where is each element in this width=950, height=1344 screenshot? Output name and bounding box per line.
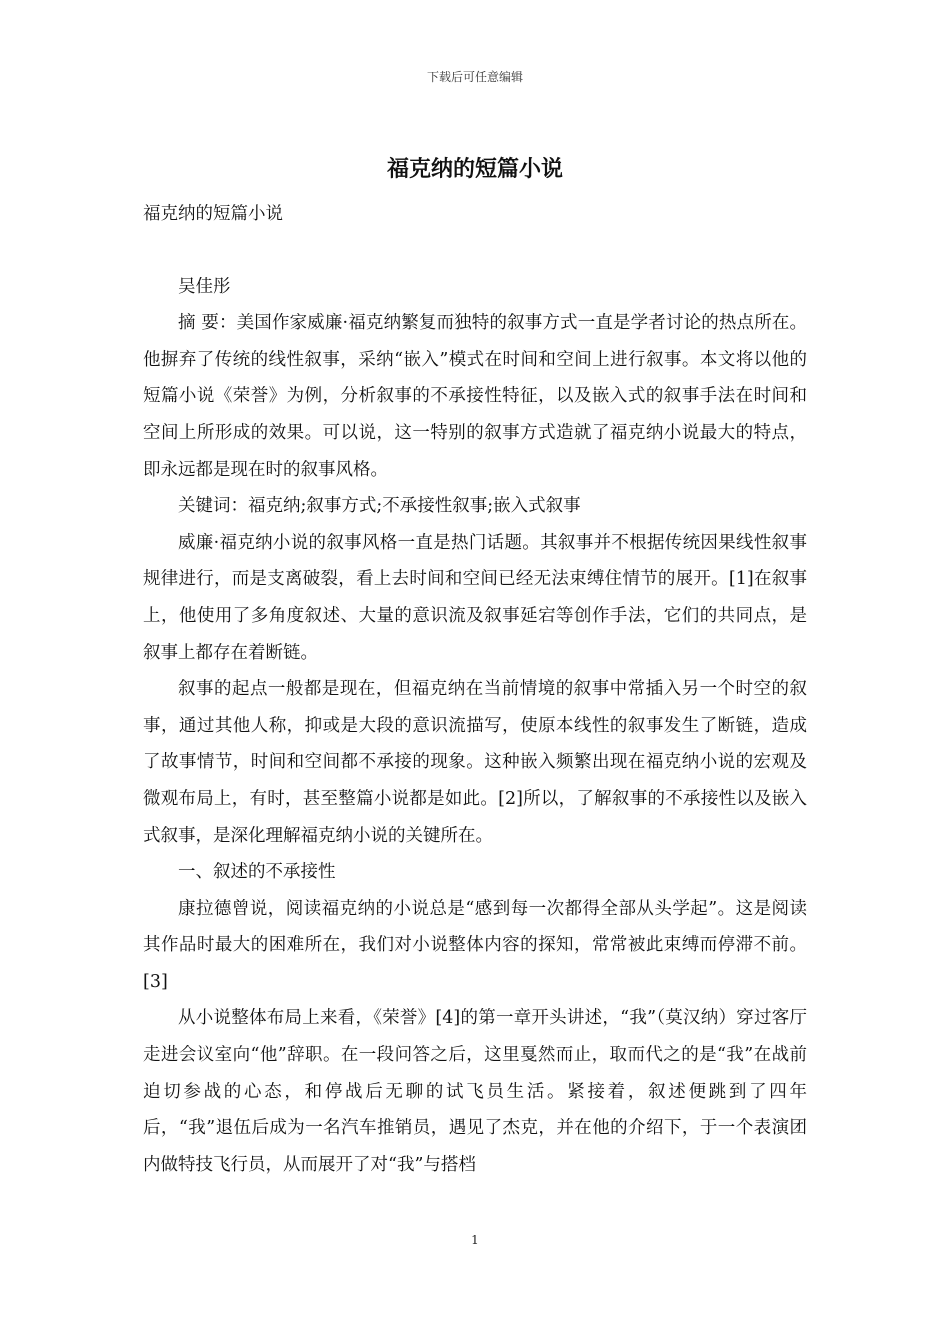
document-body (143, 196, 807, 1183)
document-subtitle: 福克纳的短篇小说 (143, 204, 283, 224)
section-paragraph: 康拉德曾说，阅读福克纳的小说总是“感到每一次都得全部从头学起”。这是阅读其作品时最大的困难所在，我们对小说整体内容的探知，常常被此束缚而停滞不前。[3] (143, 898, 807, 992)
author-name: 吴佳彤 (178, 276, 231, 297)
keywords-line: 关键词：福克纳;叙事方式;不承接性叙事;嵌入式叙事 (178, 496, 581, 517)
spacer (143, 233, 807, 269)
body-paragraph: 威廉·福克纳小说的叙事风格一直是热门话题。其叙事并不根据传统因果线性叙事规律进行，而是支离破裂，看上去时间和空间已经无法束缚住情节的展开。[1]在叙事上，他使用了多角度叙述、大量的意识流及叙事延宕等创作手法，它们的共同点，是叙事上都存在着断链。 (143, 532, 807, 663)
body-paragraph: 叙事的起点一般都是现在，但福克纳在当前情境的叙事中常插入另一个时空的叙事，通过其他人称，抑或是大段的意识流描写，使原本线性的叙事发生了断链，造成了故事情节，时间和空间都不承接的现象。这种嵌入频繁出现在福克纳小说的宏观及微观布局上，有时，甚至整篇小说都是如此。[2]所以，了解叙事的不承接性以及嵌入式叙事，是深化理解福克纳小说的关键所在。 (143, 679, 807, 846)
page-number: 1 (471, 1233, 479, 1247)
document-title: 福克纳的短篇小说 (386, 156, 563, 182)
abstract-paragraph: 摘 要：美国作家威廉·福克纳繁复而独特的叙事方式一直是学者讨论的热点所在。他摒弃了传统的线性叙事，采纳“嵌入”模式在时间和空间上进行叙事。本文将以他的短篇小说《荣誉》为例，分析叙事的不承接性特征，以及嵌入式的叙事手法在时间和空间上所形成的效果。可以说，这一特别的叙事方式造就了福克纳小说最大的特点，即永远都是现在时的叙事风格。 (143, 313, 807, 480)
section-heading: 一、叙述的不承接性 (178, 862, 336, 883)
header-note: 下载后可任意编辑 (426, 70, 523, 84)
section-paragraph: 从小说整体布局上来看，《荣誉》[4]的第一章开头讲述，“我”（莫汉纳）穿过客厅走进会议室向“他”辞职。在一段问答之后，这里戛然而止，取而代之的是“我”在战前迫切参战的心态，和停战后无聊的试飞员生活。紧接着，叙述便跳到了四年后，“我”退伍后成为一名汽车推销员，遇见了杰克，并在他的介绍下，于一个表演团内做特技飞行员，从而展开了对“我”与搭档 (143, 1008, 807, 1175)
